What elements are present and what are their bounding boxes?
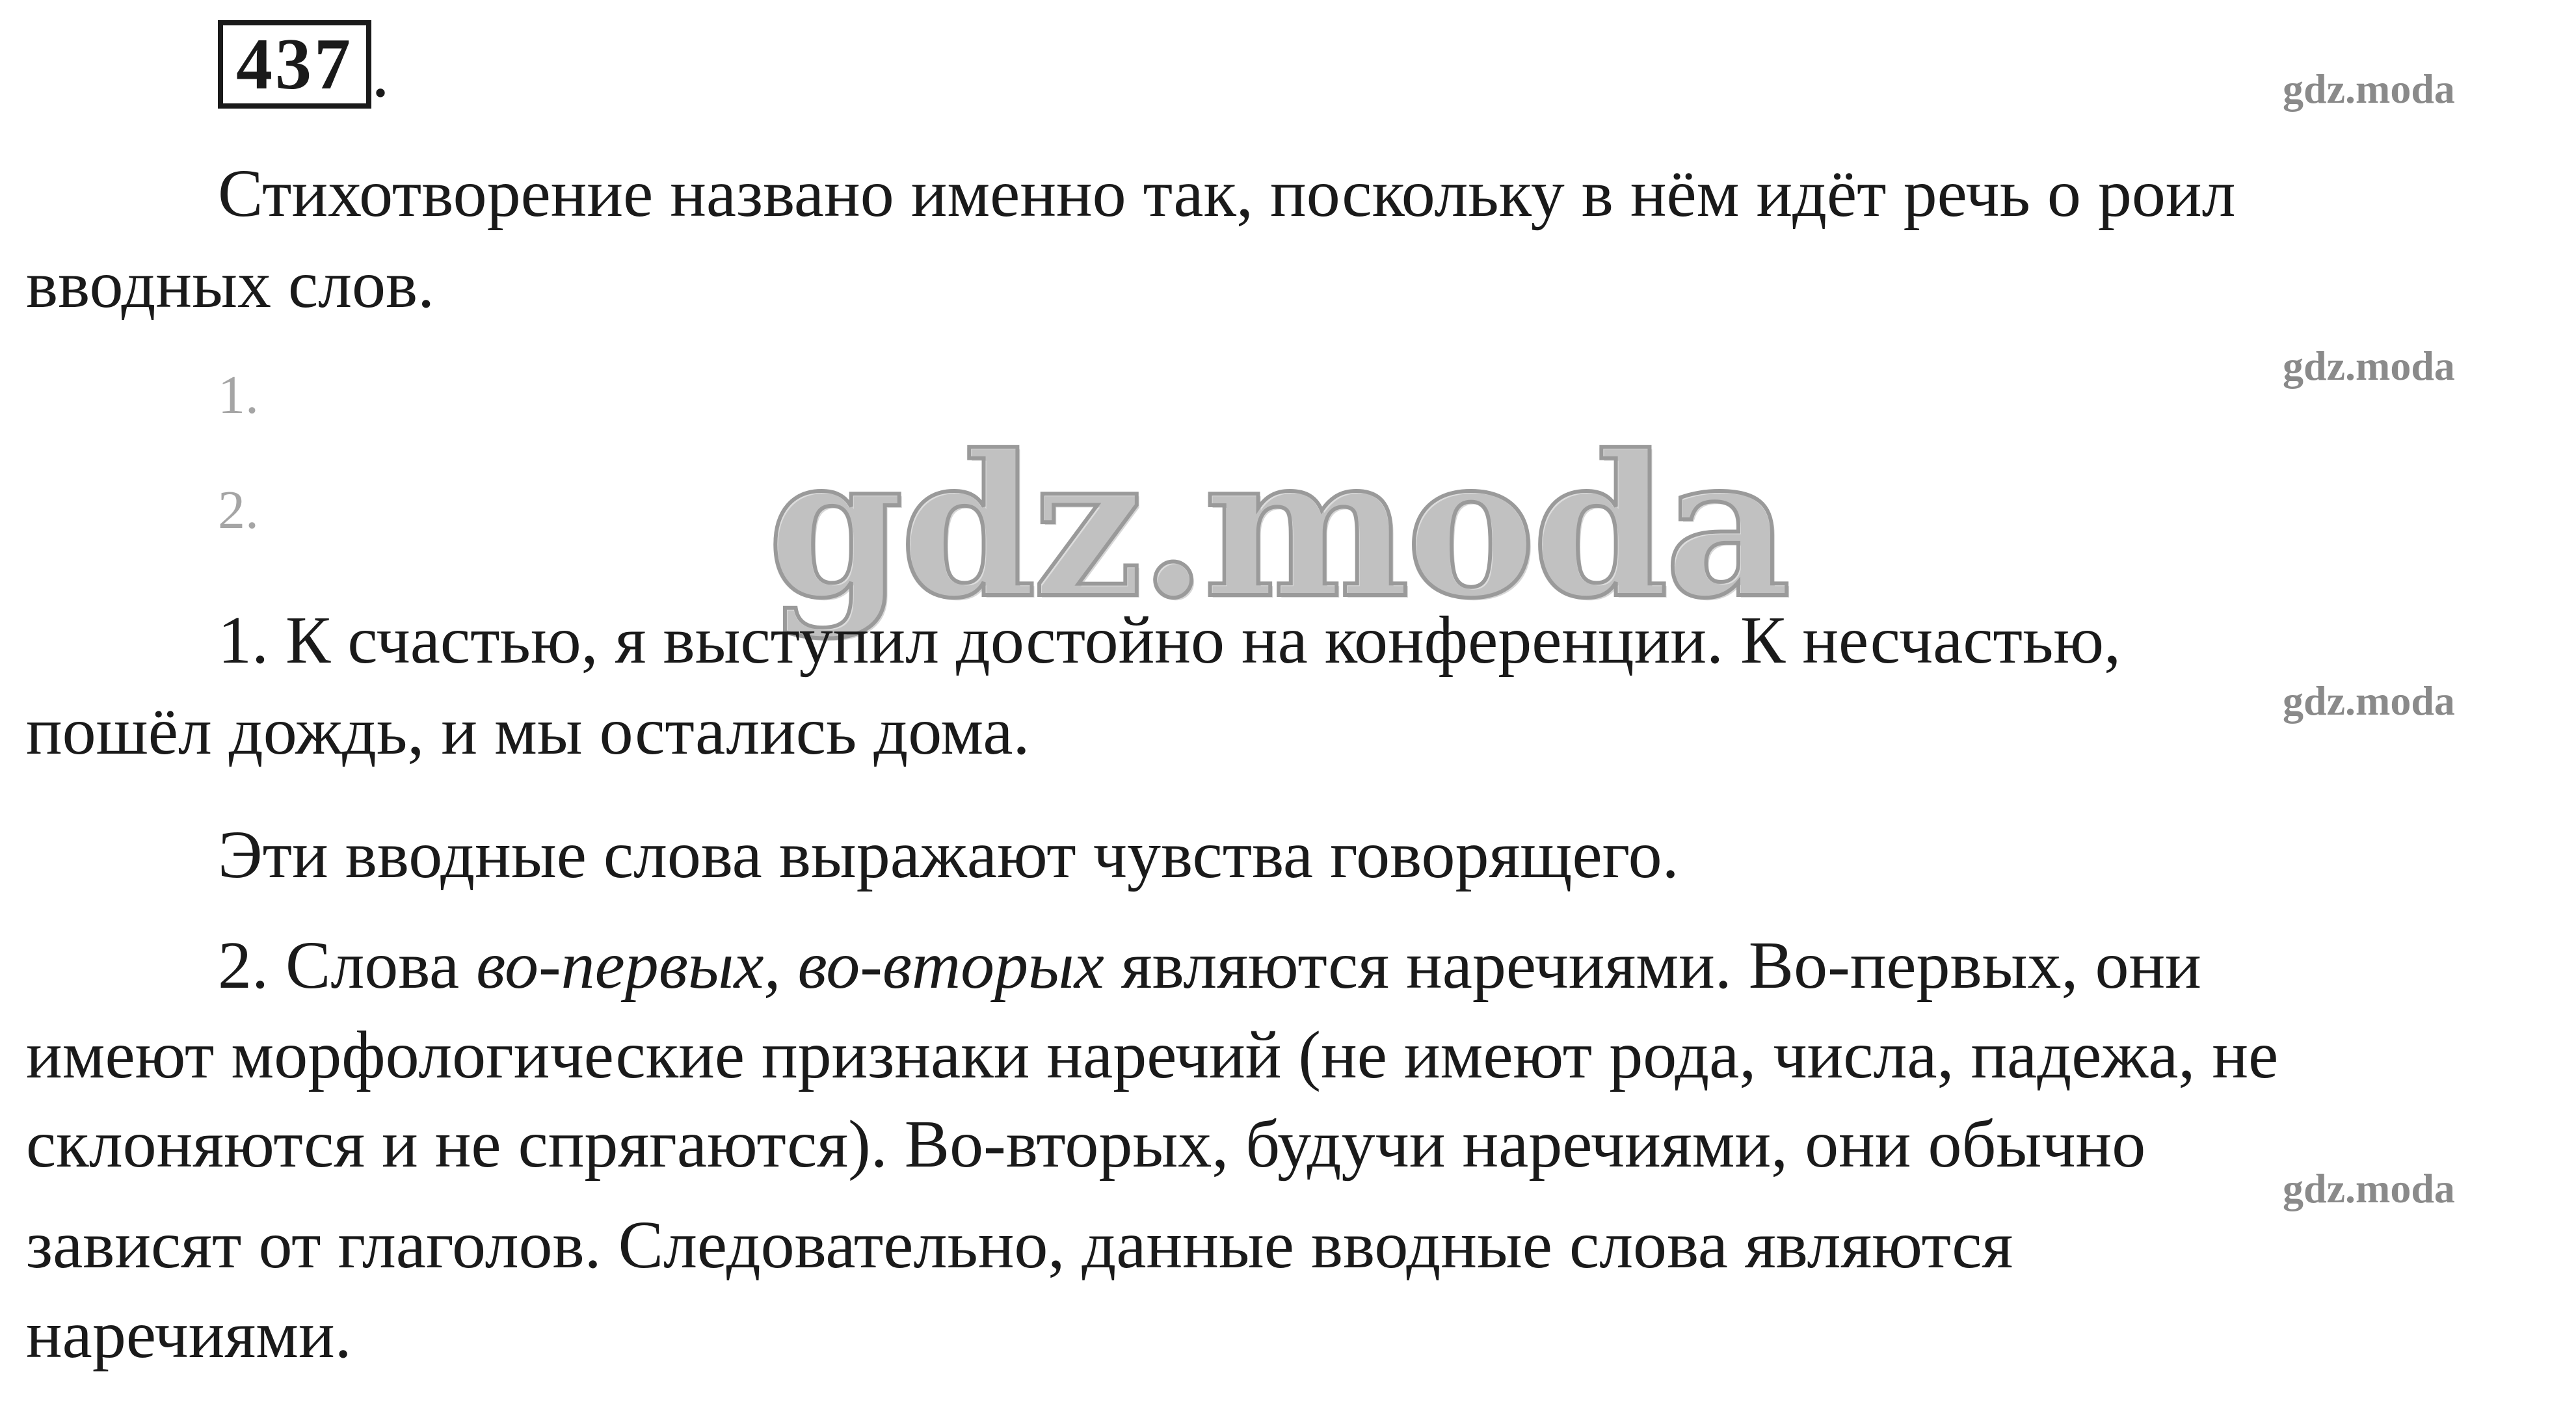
intro-line-2: вводных слов. bbox=[26, 247, 435, 322]
watermark-small: gdz.moda bbox=[2283, 66, 2455, 112]
watermark-small: gdz.moda bbox=[2283, 1165, 2455, 1211]
example-2-line-1 bbox=[218, 927, 2201, 1005]
example-2-text-b: являются наречиями. Во-первых, они bbox=[1104, 928, 2201, 1003]
exercise-number bbox=[218, 23, 390, 112]
example-2-italic-words: во-первых, во-вторых bbox=[476, 928, 1104, 1003]
example-2-line-5: наречиями. bbox=[26, 1297, 352, 1372]
feelings-sentence: Эти вводные слова выражают чувства говорящего. bbox=[218, 817, 1679, 892]
watermark-large: gdz.moda bbox=[767, 412, 1788, 641]
exercise-number-dot: . bbox=[371, 32, 390, 112]
example-1-line-2: пошёл дождь, и мы остались дома. bbox=[26, 694, 1030, 769]
example-2-line-4: зависят от глаголов. Следовательно, данные вводные слова являются bbox=[26, 1208, 2013, 1282]
list-number-2: 2. bbox=[218, 480, 259, 540]
example-2-line-2: имеют морфологические признаки наречий (не имеют рода, числа, падежа, не bbox=[26, 1018, 2279, 1092]
watermark-small: gdz.moda bbox=[2283, 678, 2455, 724]
intro-line-1: Стихотворение названо именно так, поскольку в нём идёт речь о роил bbox=[218, 156, 2236, 231]
example-2-line-3: склоняются и не спрягаются). Во-вторых, будучи наречиями, они обычно bbox=[26, 1107, 2146, 1182]
watermark-small: gdz.moda bbox=[2283, 343, 2455, 389]
example-1-line-1: 1. К счастью, я выступил достойно на конференции. К несчастью, bbox=[218, 603, 2121, 678]
example-2-text-a: 2. Слова bbox=[218, 928, 477, 1003]
list-number-1: 1. bbox=[218, 365, 259, 425]
exercise-number-box: 437 bbox=[218, 20, 371, 109]
